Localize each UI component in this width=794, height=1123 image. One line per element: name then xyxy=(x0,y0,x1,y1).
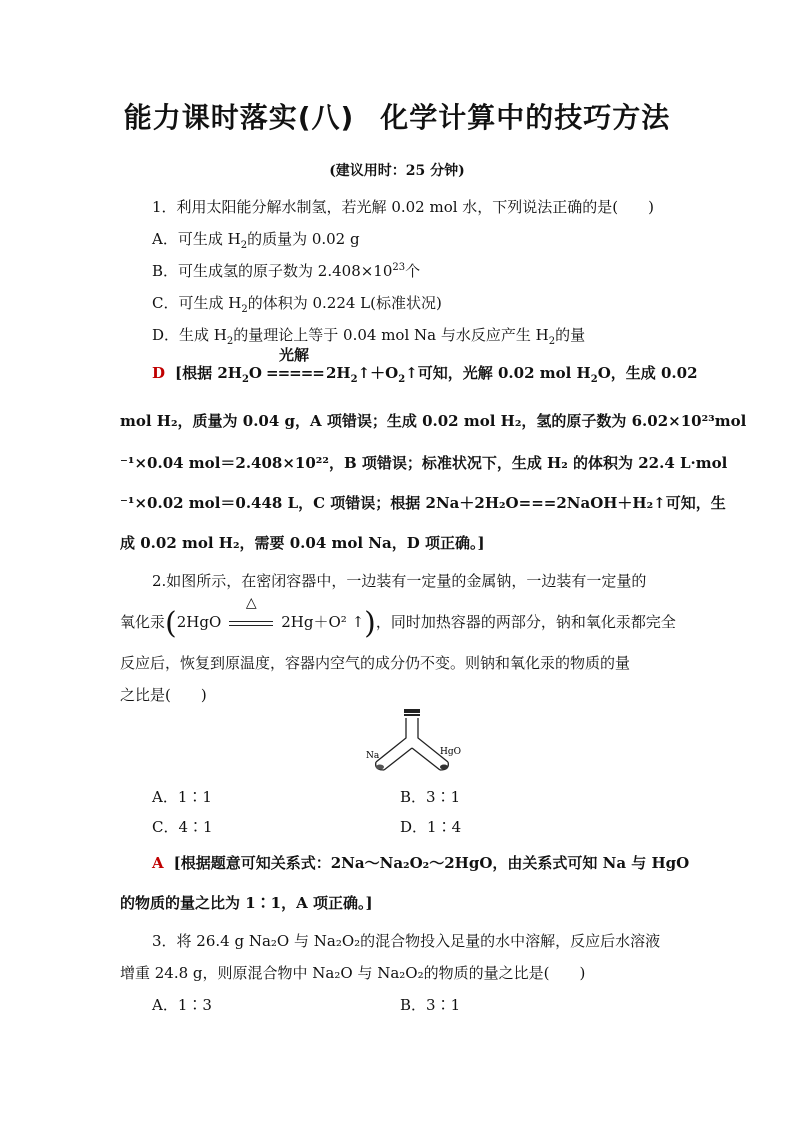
q2-line2: 氧化汞(2HgO △ 2Hg＋O² ↑)，同时加热容器的两部分，钠和氧化汞都完全 xyxy=(120,595,676,641)
tube-stopper xyxy=(404,709,420,713)
q2-line3: 反应后，恢复到原温度，容器内空气的成分仍不变。则钠和氧化汞的物质的量 xyxy=(120,654,631,672)
page-title xyxy=(0,96,794,136)
y-tube-figure xyxy=(360,706,470,778)
q3-line2: 增重 24.8 g，则原混合物中 Na₂O 与 Na₂O₂的物质的量之比是( ) xyxy=(120,964,586,982)
q1-option-a: A．可生成 $H_2$的质量为 0.02 g xyxy=(152,230,360,251)
q3-option-b: B．3∶1 xyxy=(400,996,461,1014)
q1-explanation-line2: mol H₂，质量为 0.04 g，A 项错误；生成 0.02 mol H₂，氢的原子数为 6.02×10²³mol xyxy=(120,412,747,430)
q1-explanation-line1: D [根据 $2H_2O$ 光解 ===== $2H_2↑+O_2↑$可知，光解 0.02 mol $H_2O$，生成 0.02 xyxy=(152,346,698,385)
q2-option-b: B．3∶1 xyxy=(400,788,461,806)
q3-line1: 3．将 26.4 g Na₂O 与 Na₂O₂的混合物投入足量的水中溶解，反应后水溶液 xyxy=(152,932,661,950)
q2-line1: 2.如图所示，在密闭容器中，一边装有一定量的金属钠，一边装有一定量的 xyxy=(152,572,647,590)
q1-answer: D xyxy=(152,364,166,382)
q1-explanation-line5: 成 0.02 mol H₂，需要 0.04 mol Na，D 项正确。] xyxy=(120,534,485,552)
q1-option-c: C．可生成 $H_2$的体积为 0.224 L(标准状况) xyxy=(152,294,442,315)
q1-explanation-line3: ⁻¹×0.04 mol＝2.408×10²²，B 项错误；标准状况下，生成 H₂ 的体积为 22.4 L·mol xyxy=(120,454,728,472)
q2-option-d: D．1∶4 xyxy=(400,818,462,836)
label-na: Na xyxy=(366,751,380,761)
q2-answer: A xyxy=(152,854,164,872)
q2-option-c: C．4∶1 xyxy=(152,818,213,836)
q2-explanation-line1: A [根据题意可知关系式：2Na～Na₂O₂～2HgO，由关系式可知 Na 与 HgO xyxy=(152,854,690,872)
hgo-sample xyxy=(440,765,448,770)
q2-line4: 之比是( ) xyxy=(120,686,207,704)
sodium-sample xyxy=(376,765,384,770)
q1-stem: 1．利用太阳能分解水制氢，若光解 0.02 mol 水，下列说法正确的是( ) xyxy=(152,198,655,216)
q1-option-b: B．可生成氢的原子数为 $2.408\times 10^{23}$个 xyxy=(152,262,421,280)
label-hgo: HgO xyxy=(440,747,461,757)
title-part2: 化学计算中的技巧方法 xyxy=(380,101,671,134)
suggested-time: (建议用时：25 分钟) xyxy=(329,163,465,179)
q1-explanation-line4: ⁻¹×0.02 mol＝0.448 L，C 项错误；根据 2Na＋2H₂O===2NaOH＋H₂↑可知，生 xyxy=(120,494,726,512)
q1-option-d: D．生成 $H_2$的量理论上等于 0.04 mol Na 与水反应产生 $H_2$的量 xyxy=(152,326,586,347)
q2-explanation-line2: 的物质的量之比为 1∶1，A 项正确。] xyxy=(120,894,373,912)
title-part1: 能力课时落实(八) xyxy=(123,101,355,134)
q2-option-a: A．1∶1 xyxy=(152,788,212,806)
q3-option-a: A．1∶3 xyxy=(152,996,212,1014)
